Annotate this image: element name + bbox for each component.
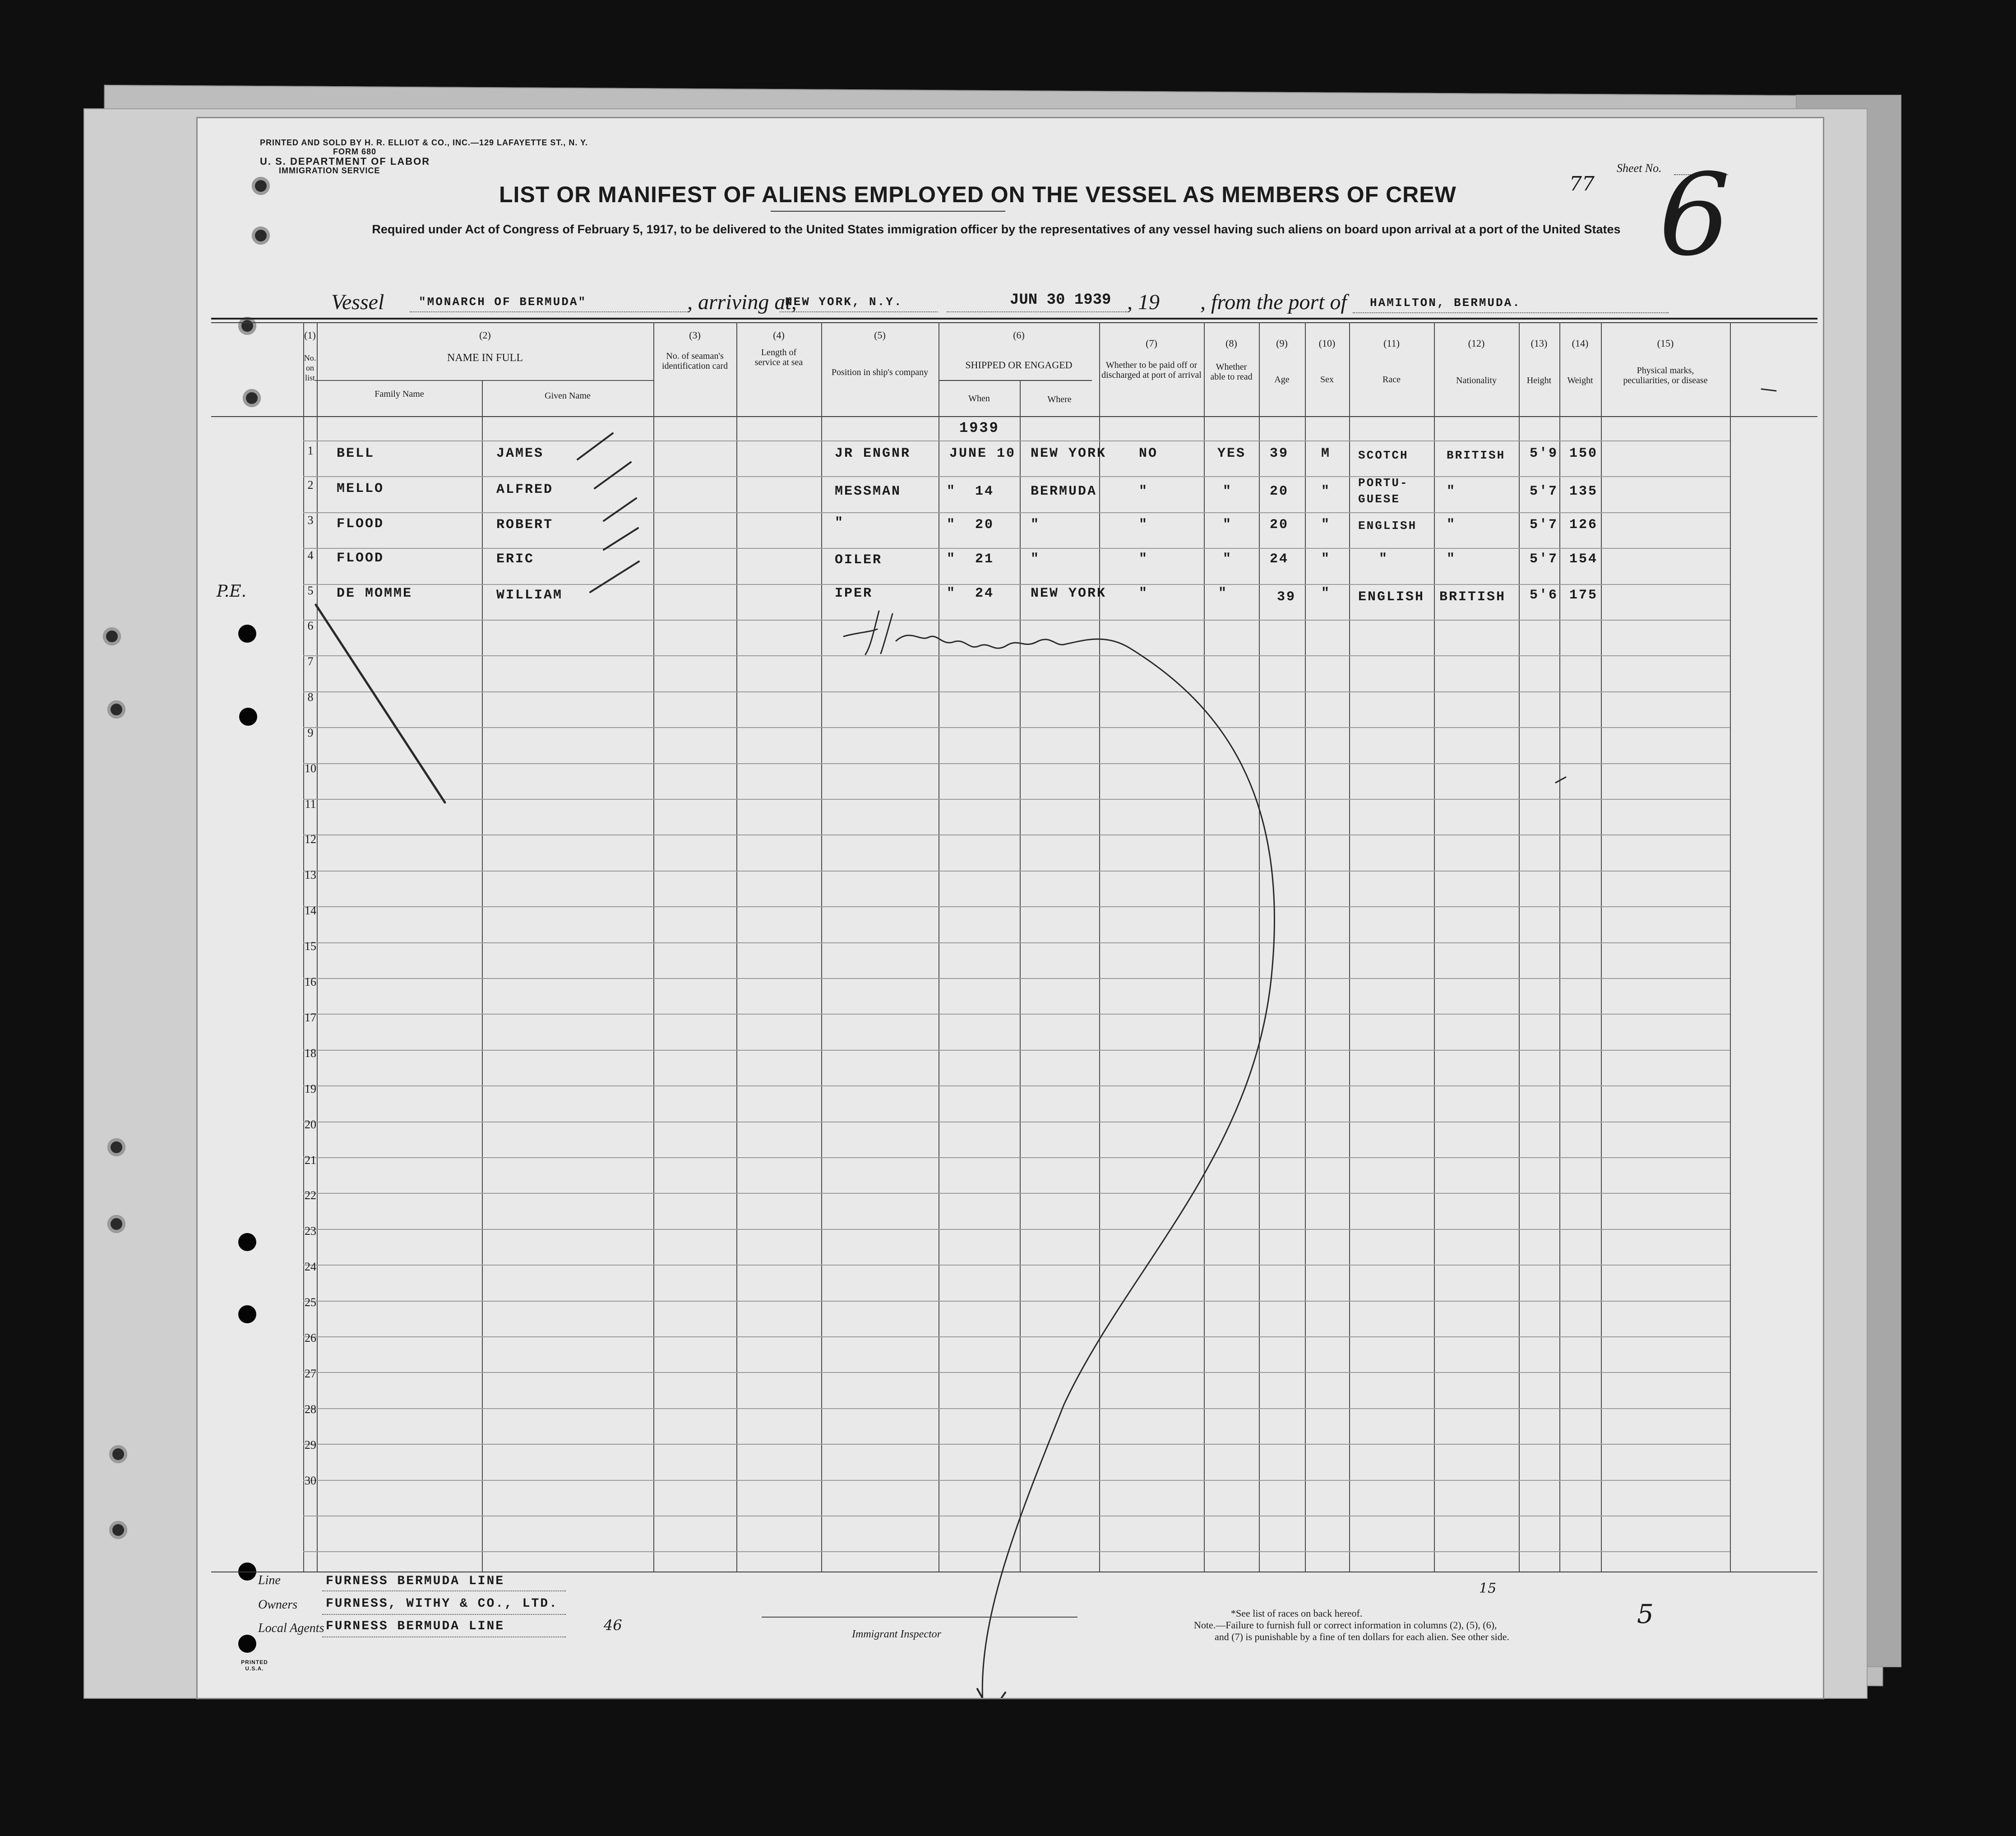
row-number: 4 [307,549,314,562]
row-number: 18 [305,1047,316,1060]
row-number: 12 [305,833,316,846]
arrival-port: NEW YORK, N.Y. [785,295,903,309]
col12-number: (12) [1468,338,1485,349]
row-number: 19 [305,1082,316,1095]
inspector-signature-line [762,1617,1077,1618]
sex-cell: " [1321,552,1331,567]
age-cell: 24 [1270,552,1289,567]
col1-header: No. on list [304,353,316,382]
inspector-line [982,648,1274,1698]
position-cell: JR ENGNR [835,446,911,461]
read-cell: " [1223,552,1233,567]
check-mark [590,561,639,592]
col13-number: (13) [1530,338,1548,349]
col5-header: Position in ship's company [831,367,929,377]
row-number: 28 [305,1403,316,1416]
check-mark [604,498,636,521]
weight-cell: 154 [1569,552,1598,567]
col8-header: Whether able to read [1210,362,1253,382]
inspector-signature [844,611,1130,654]
col4-header: Length of service at sea [754,348,803,367]
row-number: 7 [307,655,314,668]
row-number: 10 [305,762,316,775]
col9-number: (9) [1276,338,1288,349]
row-number: 1 [307,444,314,457]
service-name: IMMIGRATION SERVICE [279,166,380,175]
col6-header: SHIPPED OR ENGAGED [965,359,1073,371]
races-note: *See list of races on back hereof. [1231,1608,1363,1619]
vessel-label: Vessel [331,290,384,314]
family-name-cell: DE MOMME [337,586,413,601]
requirement-text: Required under Act of Congress of February 5, 1917, to be delivered to the United States immigration officer by the representatives of any vessel having such aliens on board upon arrival at a port of the United States [372,223,1621,236]
row-number: 22 [305,1189,316,1202]
form-number: FORM 680 [333,147,377,156]
page-title: LIST OR MANIFEST OF ALIENS EMPLOYED ON THE VESSEL AS MEMBERS OF CREW [499,182,1457,207]
race-cell: ENGLISH [1358,519,1417,533]
row-number: 2 [307,478,314,491]
family-name-cell: MELLO [337,481,384,496]
race-cell: ENGLISH [1358,589,1425,605]
col5-number: (5) [874,329,886,341]
row-number: 14 [305,904,316,917]
sex-cell: " [1321,517,1331,533]
manifest-sheet [198,118,1823,1698]
read-cell: " [1218,586,1228,601]
line-value: FURNESS BERMUDA LINE [326,1574,505,1588]
punch-hole [107,700,125,719]
height-cell: 5'7 [1530,484,1558,499]
when-header: When [968,394,990,403]
punch-hole [109,1521,127,1539]
col8-number: (8) [1225,338,1237,349]
nationality-cell: " [1447,517,1457,533]
weight-cell: 135 [1569,484,1598,499]
when-cell: " 24 [947,586,994,601]
age-cell: 20 [1270,517,1289,533]
family-name-cell: FLOOD [337,516,384,532]
sheet-number: 6 [1659,149,1731,281]
when-cell: " 14 [947,484,994,499]
row-number: 20 [305,1118,316,1131]
family-name-cell: BELL [337,446,375,461]
col10-header: Sex [1320,375,1334,385]
year-entry: 1939 [959,420,999,436]
row-number: 6 [307,619,314,632]
row-number: 29 [305,1438,316,1451]
where-cell: NEW YORK [1031,586,1107,601]
col3-header: No. of seaman's identification card [661,351,728,371]
col14-number: (14) [1572,338,1589,349]
height-cell: 5'6 [1530,588,1558,603]
where-cell: " [1031,552,1040,567]
col15-number: (15) [1657,338,1674,349]
row-number: 11 [305,797,316,811]
row-number: 9 [307,726,314,739]
paid-off-cell: " [1139,517,1149,533]
tally-mark: 5 [1637,1599,1654,1629]
col1-number: (1) [304,329,316,341]
row-number: 30 [305,1474,316,1487]
punch-hole [103,627,121,645]
printer-line: PRINTED AND SOLD BY H. R. ELLIOT & CO., INC.—129 LAFAYETTE ST., N. Y. [260,138,588,147]
where-cell: NEW YORK [1031,446,1107,461]
row-number: 21 [305,1154,316,1167]
from-label: , from the port of [1200,290,1347,314]
row-number: 23 [305,1224,316,1238]
row-number: 17 [305,1011,316,1024]
race-cell: " [1379,552,1389,567]
paid-off-cell: NO [1139,446,1158,461]
row-number: 8 [307,691,314,704]
read-cell: " [1223,484,1233,499]
given-name-cell: WILLIAM [496,588,563,603]
paid-off-cell: " [1139,552,1149,567]
punch-hole [107,1138,125,1156]
sex-cell: " [1321,484,1331,499]
col2-header: NAME IN FULL [447,352,523,364]
sex-cell: " [1321,586,1331,601]
when-cell: " 20 [947,517,994,533]
row-number: 24 [305,1260,316,1273]
col4-number: (4) [773,329,785,341]
col14-header: Weight [1567,376,1593,385]
nationality-cell: " [1447,484,1457,499]
check-mark [977,1689,1005,1698]
col7-number: (7) [1146,338,1157,349]
department-name: U. S. DEPARTMENT OF LABOR [260,156,430,167]
check-mark [595,462,631,488]
family-name-cell: FLOOD [337,551,384,566]
sheet-stamp: 77 [1569,172,1595,195]
position-cell: IPER [835,586,873,601]
family-name-header: Family Name [375,389,424,399]
punch-hole [109,1445,127,1463]
row-number: 15 [305,940,316,953]
weight-cell: 175 [1569,588,1598,603]
inspector-label: Immigrant Inspector [852,1628,941,1640]
position-cell: OILER [835,552,883,568]
departure-port: HAMILTON, BERMUDA. [1370,296,1521,310]
race-cell: SCOTCH [1358,449,1409,462]
row-number: 16 [305,975,316,988]
fine-note-1: Note.—Failure to furnish full or correct information in columns (2), (5), (6), [1194,1619,1497,1631]
age-cell: 20 [1270,484,1289,499]
nationality-cell: BRITISH [1447,449,1506,462]
given-name-cell: ROBERT [496,517,554,533]
void-slash [316,605,445,802]
age-cell: 39 [1277,589,1296,605]
col7-header: Whether to be paid off or discharged at port of arrival [1101,360,1202,380]
tally-mark: 46 [604,1617,622,1634]
col9-header: Age [1274,375,1290,385]
given-name-header: Given Name [545,391,591,401]
arriving-label: , arriving at, [687,290,797,314]
vessel-name: "MONARCH OF BERMUDA" [419,295,587,309]
position-cell: MESSMAN [835,484,902,499]
where-cell: BERMUDA [1031,484,1097,499]
row-number: 27 [305,1367,316,1380]
paid-off-cell: " [1139,586,1149,601]
pen-marks [198,118,1823,1698]
col2-number: (2) [479,329,491,341]
read-cell: YES [1217,446,1246,461]
position-cell: " [835,515,845,531]
col3-number: (3) [689,329,701,341]
where-header: Where [1047,394,1072,404]
where-cell: " [1031,517,1040,533]
row-number: 26 [305,1331,316,1345]
margin-note: P.E. [217,582,247,601]
fine-note-2: and (7) is punishable by a fine of ten dollars for each alien. See other side. [1215,1631,1510,1642]
row-number: 13 [305,868,316,881]
col15-header: Physical marks, peculiarities, or disease [1623,366,1708,385]
weight-cell: 126 [1569,517,1598,533]
race-cell: PORTU-GUESE [1358,476,1409,506]
height-cell: 5'7 [1530,552,1558,567]
sheet-label: Sheet No. [1617,162,1662,175]
row-number: 3 [307,514,314,527]
given-name-cell: JAMES [496,446,544,461]
weight-cell: 150 [1569,446,1598,461]
agents-label: Local Agents [258,1621,324,1635]
year-label: , 19 [1127,290,1160,314]
owners-value: FURNESS, WITHY & CO., LTD. [326,1597,558,1611]
printed-mark: PRINTED U.S.A. [241,1659,268,1672]
given-name-cell: ERIC [496,552,535,567]
when-cell: " 21 [947,552,994,567]
line-label: Line [258,1573,281,1587]
col13-header: Height [1526,376,1552,385]
agents-value: FURNESS BERMUDA LINE [326,1619,505,1633]
check-mark [578,433,613,459]
height-cell: 5'7 [1530,517,1558,533]
col10-number: (10) [1318,338,1336,349]
given-name-cell: ALFRED [496,482,554,497]
owners-label: Owners [258,1598,298,1612]
col6-number: (6) [1013,329,1025,341]
col11-number: (11) [1383,338,1400,349]
row-number: 25 [305,1296,316,1309]
sex-cell: M [1321,446,1331,461]
punch-hole [107,1215,125,1233]
col12-header: Nationality [1456,376,1497,385]
tally-mark: 15 [1479,1581,1497,1596]
nationality-cell: " [1447,552,1457,567]
when-cell: JUNE 10 [949,446,1016,461]
date-stamp: JUN 30 1939 [1010,292,1111,309]
col11-header: Race [1383,375,1401,385]
nationality-cell: BRITISH [1439,589,1506,605]
height-cell: 5'9 [1530,446,1558,461]
read-cell: " [1223,517,1233,533]
check-mark [604,528,638,550]
row-number: 5 [307,584,314,597]
paid-off-cell: " [1139,484,1149,499]
age-cell: 39 [1270,446,1289,461]
